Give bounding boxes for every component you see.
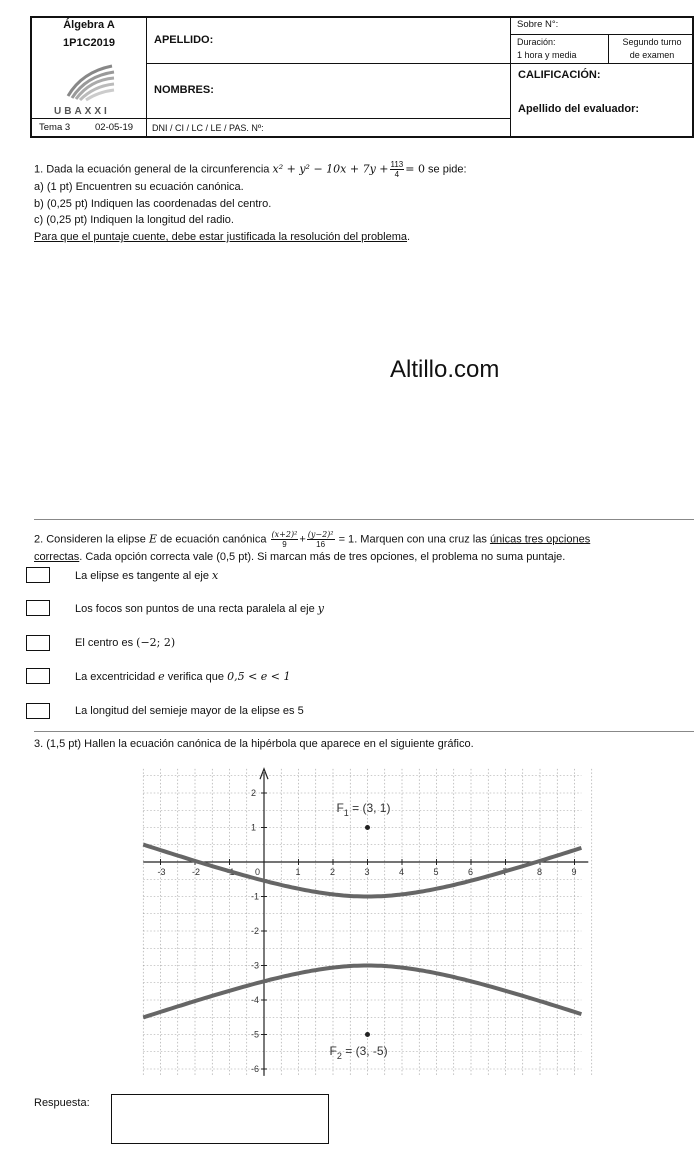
x-tick-label: 1	[295, 867, 301, 877]
y-tick-label: 2	[251, 788, 257, 798]
divider-1	[34, 519, 694, 520]
q1-intro-tail: se pide:	[428, 163, 467, 176]
y-tick-label: 1	[251, 822, 257, 833]
option-4-checkbox[interactable]	[26, 668, 50, 684]
focus-2-point	[365, 1032, 370, 1037]
y-tick-label: -2	[251, 926, 260, 936]
q1-equation: x² + y² − 10x + 7y +	[272, 162, 389, 176]
q2-line2-underlined: correctas	[34, 551, 80, 563]
course-code: 1P1C2019	[63, 37, 115, 49]
turno-line2: de examen	[629, 50, 675, 60]
option-4-text: La excentricidad	[75, 671, 156, 683]
apellido-label: APELLIDO:	[154, 34, 214, 46]
turno-line1: Segundo turno	[622, 37, 682, 47]
x-tick-label: 9	[571, 867, 577, 877]
q1-intro: 1. Dada la ecuación general de la circunferencia	[34, 163, 270, 176]
q3-text: 3. (1,5 pt) Hallen la ecuación canónica de la hipérbola que aparece en el siguiente gráfico.	[34, 738, 474, 750]
option-4-text2: verifica que	[167, 671, 225, 683]
duracion-value: 1 hora y media	[517, 50, 577, 60]
x-tick-label: -3	[157, 867, 166, 877]
option-4	[75, 670, 291, 683]
option-2-math: y	[317, 602, 324, 615]
q2-eq1: = 1	[338, 533, 355, 546]
exam-date: 02-05-19	[95, 122, 134, 133]
divider-2	[34, 731, 694, 732]
q2-intro-line	[34, 530, 590, 549]
focus-2-label: $F_2 = (3$, -5)	[329, 1044, 388, 1062]
duracion-label: Duración:	[517, 37, 556, 47]
q1-frac-num: 113	[390, 160, 404, 169]
option-2-text: Los focos son puntos de una recta paralela al eje	[75, 603, 315, 615]
q2-f2-num: (y−2)²	[307, 530, 334, 539]
y-tick-label: -1	[251, 891, 260, 902]
option-1-checkbox[interactable]	[26, 567, 50, 583]
q1-note-line	[34, 231, 410, 243]
x-tick-label: 3	[364, 867, 370, 877]
hyperbola-upper-branch	[143, 845, 581, 897]
q2-intro-b: de ecuación canónica	[160, 533, 267, 546]
x-tick-label: -2	[192, 867, 201, 877]
hyperbola-lower-branch	[143, 966, 581, 1018]
y-tick-label: -3	[251, 960, 260, 971]
option-4-math2: 0,5 < e < 1	[227, 670, 291, 683]
q2-ellipse-name: E	[148, 532, 157, 546]
logo-text: UBAXXI	[54, 106, 110, 117]
option-2-checkbox[interactable]	[26, 600, 50, 616]
option-5-text: La longitud del semieje mayor de la elipse es 5	[75, 705, 304, 717]
tema-label: Tema 3	[39, 122, 71, 133]
q1-note-end: .	[407, 231, 411, 243]
focus-1-point	[365, 825, 370, 830]
q1-item-c: c) (0,25 pt) Indiquen la longitud del radio.	[34, 214, 234, 226]
q1-item-b: b) (0,25 pt) Indiquen las coordenadas del centro.	[34, 198, 272, 210]
x-tick-label: 2	[330, 867, 336, 877]
answer-label: Respuesta:	[34, 1097, 90, 1109]
option-1-math: x	[212, 569, 219, 582]
q1-note: Para que el puntaje cuente, debe estar justificada la resolución del problema	[34, 231, 408, 243]
option-1	[75, 569, 218, 582]
x-tick-label: 6	[468, 867, 474, 877]
option-3-checkbox[interactable]	[26, 635, 50, 651]
q2-line2-rest: . Cada opción correcta vale (0,5 pt). Si marcan más de tres opciones, el problema no suma puntaje.	[79, 551, 566, 563]
q2-fraction-2	[307, 530, 335, 549]
q2-intro-a: 2. Consideren la elipse	[34, 533, 146, 546]
hyperbola-graph	[130, 762, 600, 1080]
x-tick-label: 8	[537, 867, 543, 877]
x-tick-label: 0	[255, 867, 261, 877]
q1-frac-den: 4	[394, 170, 400, 179]
answer-box[interactable]	[111, 1094, 329, 1144]
option-4-math: e	[158, 670, 165, 683]
sobre-label: Sobre N°:	[517, 19, 559, 30]
option-3-math: (−2; 2)	[136, 636, 176, 649]
ubaxxi-logo	[62, 62, 118, 108]
nombres-label: NOMBRES:	[154, 84, 214, 96]
option-5	[75, 705, 304, 717]
option-5-checkbox[interactable]	[26, 703, 50, 719]
watermark: Altillo.com	[390, 356, 500, 383]
q2-f1-num: (x+2)²	[271, 530, 298, 539]
q1-item-a: a) (1 pt) Encuentren su ecuación canónica.	[34, 181, 244, 193]
option-3	[75, 636, 175, 649]
q2-intro-c: . Marquen con una cruz las	[354, 533, 487, 546]
x-tick-label: 5	[433, 867, 439, 877]
option-3-text: El centro es	[75, 637, 134, 649]
y-tick-label: -4	[251, 995, 260, 1005]
q1-intro-line	[34, 160, 467, 179]
focus-1-label: $F_1 = (3$, 1)	[336, 800, 391, 818]
q2-fraction-1	[271, 530, 299, 549]
option-2	[75, 602, 324, 615]
y-tick-label: -6	[251, 1064, 260, 1074]
q2-plus: +	[299, 533, 306, 546]
calificacion-label: CALIFICACIÓN:	[518, 69, 601, 81]
x-tick-label: -1	[226, 867, 235, 877]
q2-intro-underlined: únicas tres opciones	[489, 533, 591, 546]
y-tick-label: -5	[251, 1029, 260, 1040]
x-tick-label: 4	[399, 867, 405, 877]
exam-header	[30, 16, 694, 138]
evaluador-label: Apellido del evaluador:	[518, 103, 640, 115]
q2-line2	[34, 551, 565, 563]
q1-eq-tail: = 0	[405, 162, 425, 176]
q2-f2-den: 16	[316, 540, 326, 549]
q2-f1-den: 9	[282, 540, 287, 549]
x-tick-label: 7	[502, 867, 508, 877]
dni-label: DNI / CI / LC / LE / PAS. Nº:	[152, 123, 264, 133]
option-1-text: La elipse es tangente al eje	[75, 570, 209, 582]
subject-title: Álgebra A	[63, 19, 115, 31]
q1-fraction	[390, 160, 405, 179]
